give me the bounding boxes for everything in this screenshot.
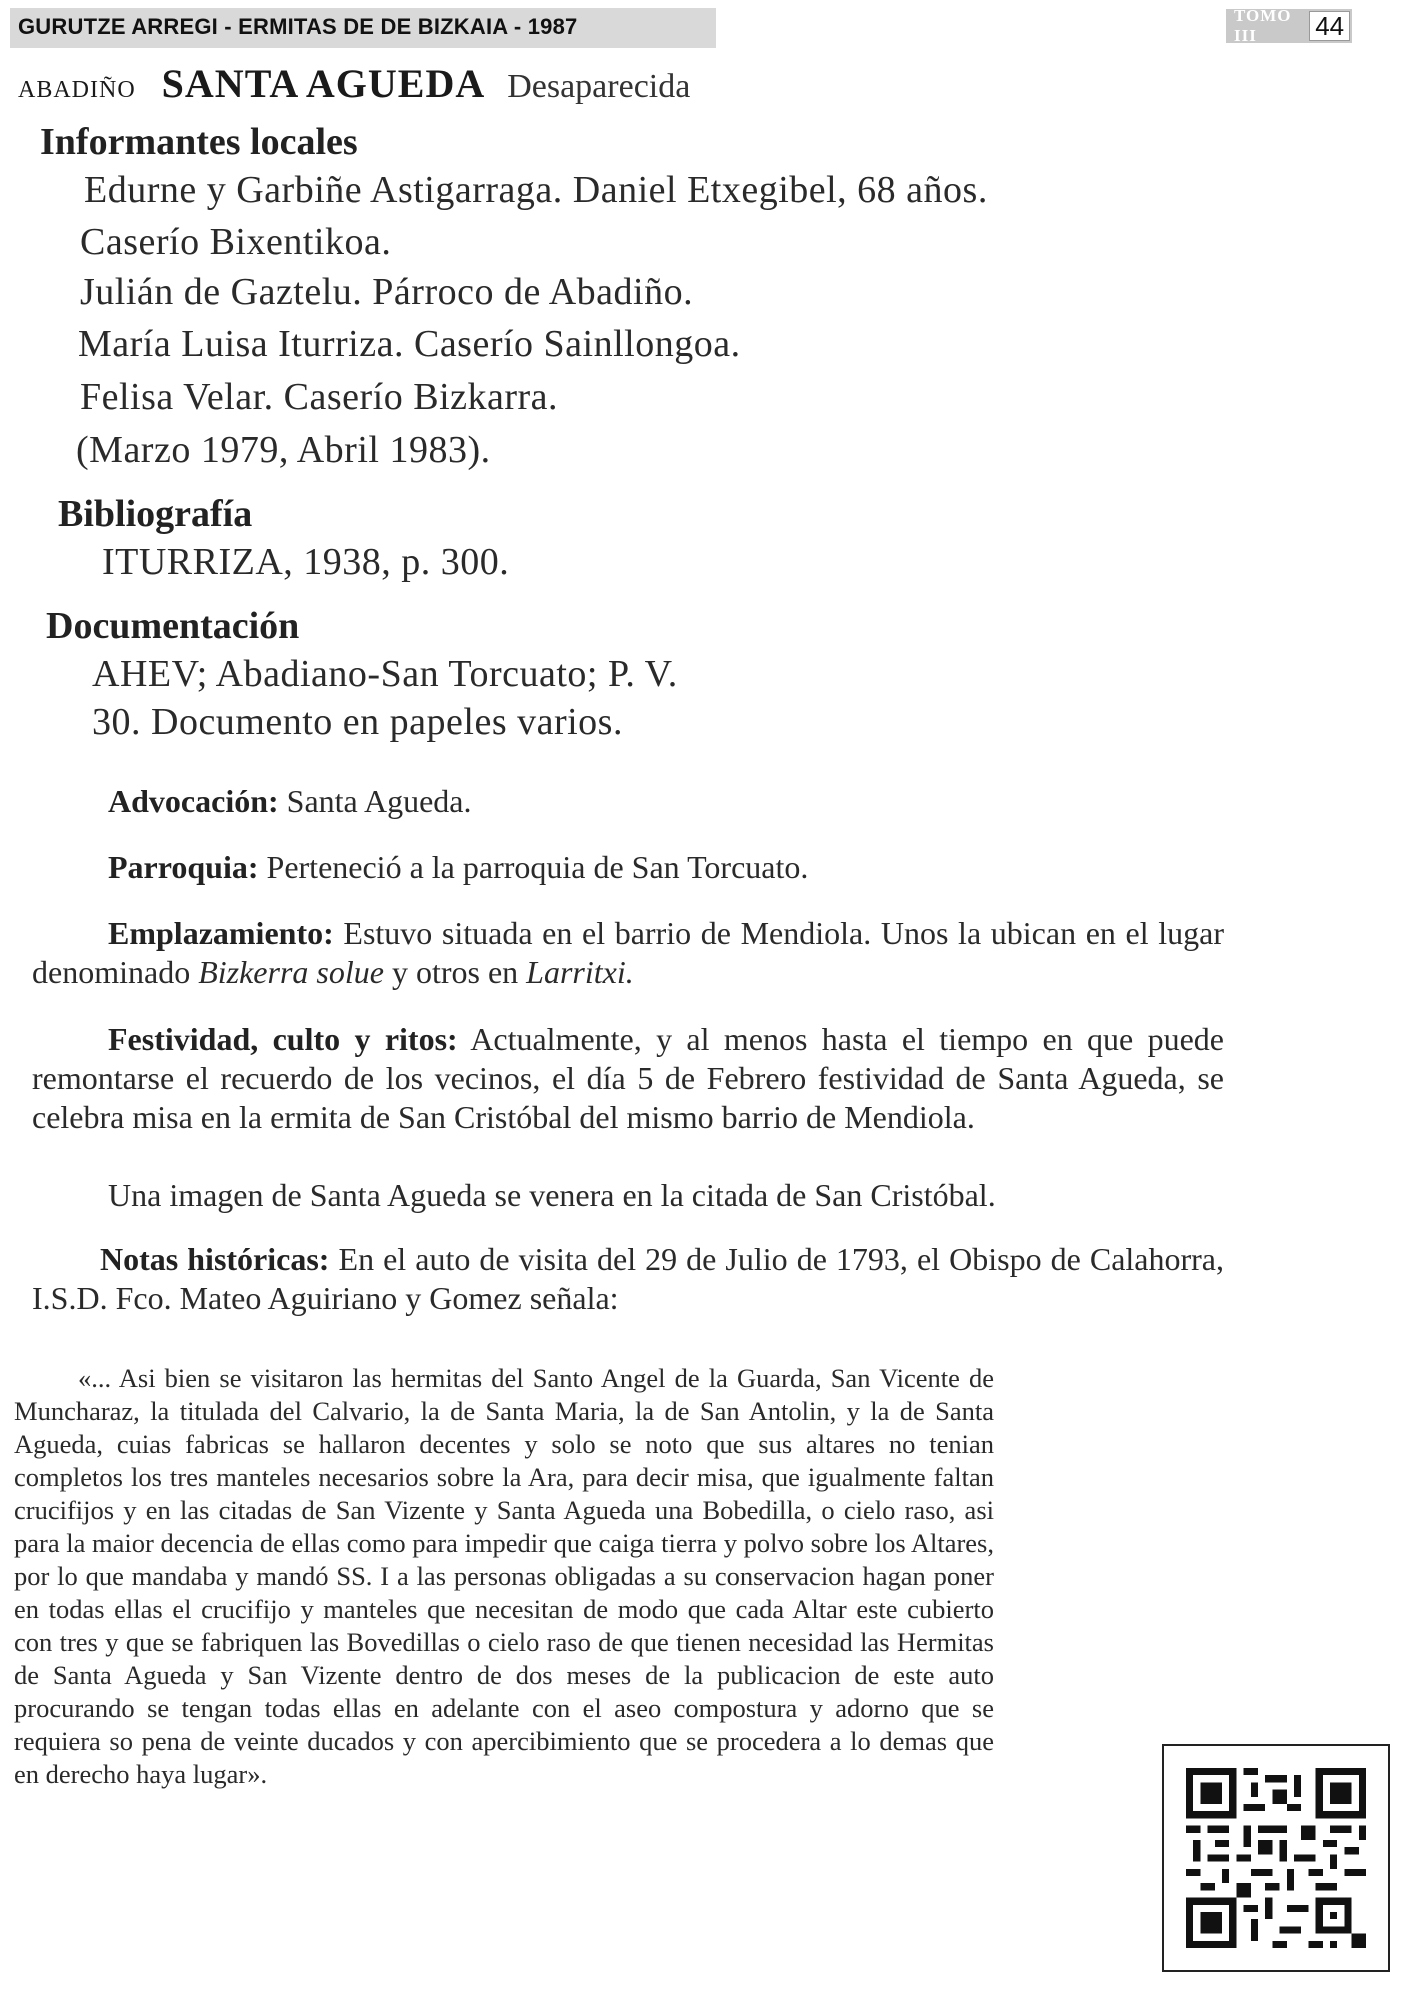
informante-line: Edurne y Garbiñe Astigarraga. Daniel Etxegibel, 68 años. (84, 169, 988, 211)
documentacion-heading: Documentación (46, 605, 300, 647)
advocacion-label: Advocación: (108, 783, 279, 819)
informante-line: María Luisa Iturriza. Caserío Sainllongoa. (78, 323, 741, 365)
header-title: GURUTZE ARREGI - ERMITAS DE DE BIZKAIA - 1987 (18, 14, 578, 39)
emplazamiento-text: Estuvo situada en el barrio de Mendiola. Unos la ubican en el lugar denominado (32, 915, 1225, 990)
informante-line: Caserío Bixentikoa. (80, 221, 392, 263)
bibliografia-line: ITURRIZA, 1938, p. 300. (102, 541, 510, 583)
place-name: Bizkerra solue (198, 954, 384, 990)
informante-line: Julián de Gaztelu. Párroco de Abadiño. (80, 271, 694, 313)
advocacion-text: Santa Agueda. (286, 783, 472, 819)
ermita-status: Desaparecida (507, 68, 691, 105)
advocacion-paragraph (32, 782, 1224, 821)
qr-code-frame[interactable] (1162, 1744, 1390, 1972)
emplazamiento-paragraph (32, 914, 1224, 992)
qr-code-icon (1186, 1768, 1366, 1948)
notas-label: Notas históricas: (100, 1241, 330, 1277)
place-name: Larritxi. (526, 954, 634, 990)
festividad-text: Actualmente, y al menos hasta el tiempo en que puede remontarse el recuerdo de los vecinos, el día 5 de Febrero festividad de Santa Agueda, se celebra misa en la ermita de San Cristóbal del mismo barrio de Mendiola. (32, 1021, 1224, 1135)
tomo-label: TOMO III (1234, 6, 1292, 45)
notas-paragraph (32, 1240, 1224, 1318)
emplazamiento-label: Emplazamiento: (108, 915, 334, 951)
bibliografia-heading: Bibliografía (58, 493, 253, 535)
notas-text: En el auto de visita del 29 de Julio de 1793, el Obispo de Calahorra, I.S.D. Fco. Mateo Aguiriano y Gomez señala: (32, 1241, 1225, 1316)
parroquia-label: Parroquia: (108, 849, 259, 885)
municipio: ABADIÑO (18, 77, 136, 103)
parroquia-paragraph (32, 848, 1224, 887)
tomo-badge (1226, 6, 1352, 45)
emplazamiento-text-2: y otros en (391, 954, 519, 990)
documentacion-line: AHEV; Abadiano-San Torcuato; P. V. (92, 653, 678, 695)
festividad-paragraph (32, 1020, 1224, 1137)
informante-line: (Marzo 1979, Abril 1983). (76, 429, 491, 471)
festividad-text-2: Una imagen de Santa Agueda se venera en la citada de San Cristóbal. (108, 1177, 996, 1213)
parroquia-text: Perteneció a la parroquia de San Torcuato. (266, 849, 809, 885)
historical-quote: «... Asi bien se visitaron las hermitas del Santo Angel de la Guarda, San Vicente de Muncharaz, la titulada del Calvario, la de Santa Maria, la de San Antolin, y la de Santa Agueda, cuias fabricas se hallaron decentes y solo se noto que sus altares no tenian completos los tres manteles necesarios sobre la Ara, para decir misa, que igualmente faltan crucifijos y en las citadas de San Vizente y Santa Agueda una Bobedilla, o cielo raso, asi para la maior decencia de ellas como para impedir que caiga tierra y polvo sobre los Altares, por lo que mandaba y mandó SS. I a las personas obligadas a su conservacion hagan poner en todas ellas el crucifijo y manteles que necesitan de modo que cada Altar este cubierto con tres y que se fabriquen las Bovedillas o cielo raso de que tienen necesidad las Hermitas de Santa Agueda y San Vizente dentro de dos meses de la publicacion de este auto procurando se tengan todas ellas en adelante con el aseo compostura y adorno que se requiera so pena de veinte ducados y con apercibimiento que se procedera a lo demas que en derecho haya lugar». (14, 1363, 994, 1789)
entry-title-line (18, 60, 690, 107)
informante-line: Felisa Velar. Caserío Bizkarra. (80, 376, 559, 418)
festividad-label: Festividad, culto y ritos: (108, 1021, 458, 1057)
page-number: 44 (1309, 11, 1350, 41)
documentacion-line: 30. Documento en papeles varios. (92, 701, 623, 743)
informantes-heading: Informantes locales (40, 121, 358, 163)
ermita-name: SANTA AGUEDA (161, 61, 486, 106)
festividad-paragraph-2 (32, 1176, 1224, 1215)
